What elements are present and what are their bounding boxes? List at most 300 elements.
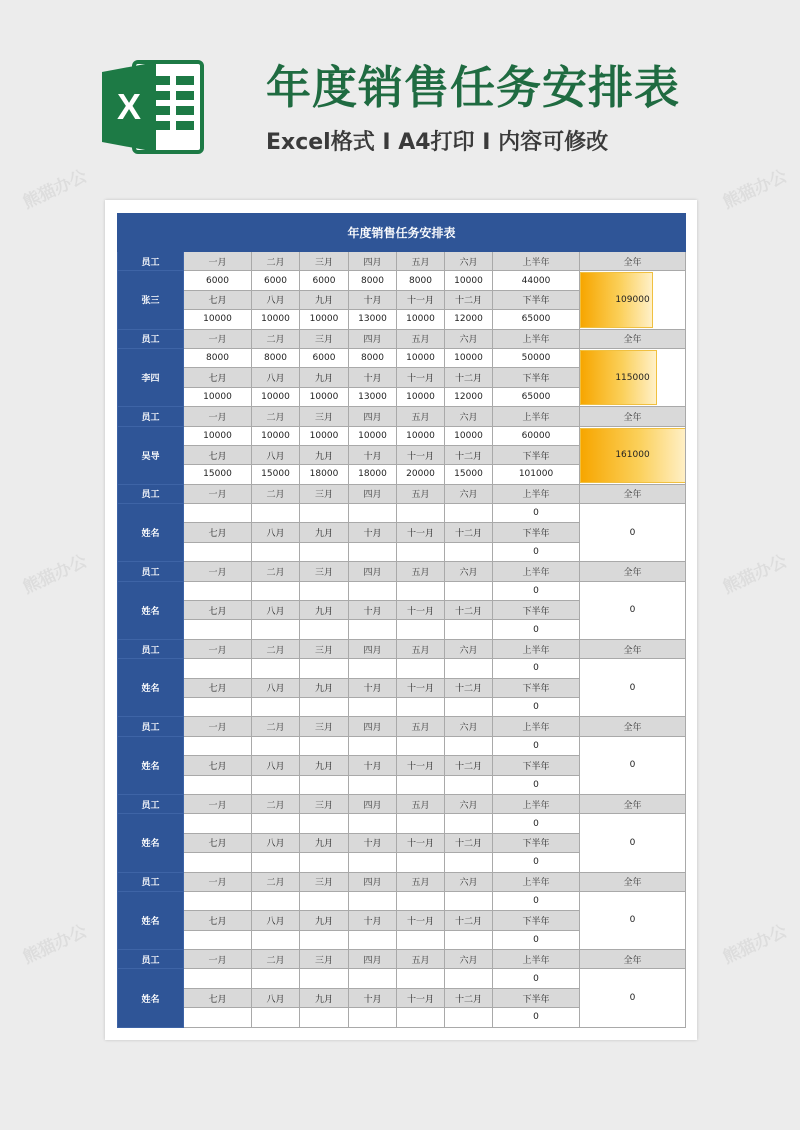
month-header: 一月 xyxy=(184,252,252,271)
value-cell[interactable] xyxy=(300,504,349,523)
month-header: 一月 xyxy=(184,950,252,969)
value-cell[interactable] xyxy=(397,1008,445,1027)
full-year-header: 全年 xyxy=(580,407,686,426)
month-label: 十二月 xyxy=(445,756,493,775)
watermark: 熊猫办公 xyxy=(720,921,791,969)
employee-label: 员工 xyxy=(118,484,184,503)
month-label: 七月 xyxy=(184,678,252,697)
first-half-total-cell[interactable]: 0 xyxy=(493,814,580,833)
month-label: 十一月 xyxy=(397,911,445,930)
value-cell[interactable]: 18000 xyxy=(300,465,349,484)
value-cell[interactable] xyxy=(300,620,349,639)
value-cell[interactable]: 10000 xyxy=(397,426,445,445)
value-cell[interactable] xyxy=(300,1008,349,1027)
second-half-total-cell[interactable]: 0 xyxy=(493,775,580,794)
month-header: 二月 xyxy=(252,717,300,736)
full-year-header: 全年 xyxy=(580,794,686,813)
month-label: 十月 xyxy=(349,368,397,387)
value-cell[interactable]: 10000 xyxy=(252,426,300,445)
first-half-header: 上半年 xyxy=(493,950,580,969)
value-cell[interactable] xyxy=(300,659,349,678)
month-label: 九月 xyxy=(300,523,349,542)
value-cell[interactable] xyxy=(184,504,252,523)
value-cell[interactable]: 6000 xyxy=(300,271,349,290)
value-cell[interactable] xyxy=(184,736,252,755)
second-half-total-cell[interactable]: 65000 xyxy=(493,387,580,406)
month-label: 十二月 xyxy=(445,678,493,697)
first-half-total-cell[interactable]: 0 xyxy=(493,504,580,523)
full-year-header: 全年 xyxy=(580,950,686,969)
value-cell[interactable] xyxy=(349,814,397,833)
value-cell[interactable] xyxy=(252,969,300,988)
value-cell[interactable] xyxy=(252,620,300,639)
month-header: 一月 xyxy=(184,872,252,891)
month-header: 三月 xyxy=(300,562,349,581)
full-year-cell[interactable] xyxy=(580,969,686,1027)
table-row xyxy=(118,581,686,600)
table-row xyxy=(118,814,686,833)
full-year-value: 0 xyxy=(629,760,636,771)
month-label: 八月 xyxy=(252,368,300,387)
full-year-header: 全年 xyxy=(580,639,686,658)
month-header: 四月 xyxy=(349,950,397,969)
value-cell[interactable] xyxy=(349,736,397,755)
second-half-label: 下半年 xyxy=(493,988,580,1007)
value-cell[interactable] xyxy=(445,659,493,678)
value-cell[interactable]: 10000 xyxy=(445,348,493,367)
second-half-label: 下半年 xyxy=(493,756,580,775)
second-half-label: 下半年 xyxy=(493,290,580,309)
value-cell[interactable]: 10000 xyxy=(397,348,445,367)
value-cell[interactable]: 8000 xyxy=(349,348,397,367)
value-cell[interactable] xyxy=(252,853,300,872)
value-cell[interactable] xyxy=(184,542,252,561)
value-cell[interactable] xyxy=(252,736,300,755)
first-half-total-cell[interactable]: 0 xyxy=(493,891,580,910)
value-cell[interactable] xyxy=(349,542,397,561)
table-row xyxy=(118,426,686,445)
value-cell[interactable] xyxy=(252,504,300,523)
employee-name-cell: 姓名 xyxy=(118,736,184,794)
value-cell[interactable] xyxy=(184,620,252,639)
value-cell[interactable] xyxy=(184,581,252,600)
full-year-header: 全年 xyxy=(580,872,686,891)
value-cell[interactable]: 8000 xyxy=(349,271,397,290)
value-cell[interactable] xyxy=(184,891,252,910)
value-cell[interactable] xyxy=(184,814,252,833)
value-cell[interactable] xyxy=(349,853,397,872)
month-label: 十月 xyxy=(349,988,397,1007)
month-header: 四月 xyxy=(349,872,397,891)
value-cell[interactable]: 15000 xyxy=(445,465,493,484)
full-year-value: 161000 xyxy=(615,450,650,461)
employee-label: 员工 xyxy=(118,329,184,348)
table-row xyxy=(118,891,686,910)
value-cell[interactable] xyxy=(445,969,493,988)
value-cell[interactable] xyxy=(445,814,493,833)
value-cell[interactable] xyxy=(397,659,445,678)
month-header-row xyxy=(118,639,686,658)
month-header-row xyxy=(118,717,686,736)
value-cell[interactable]: 12000 xyxy=(445,387,493,406)
value-cell[interactable]: 15000 xyxy=(184,465,252,484)
value-cell[interactable]: 6000 xyxy=(252,271,300,290)
value-cell[interactable] xyxy=(300,775,349,794)
value-cell[interactable] xyxy=(300,853,349,872)
page-title: 年度销售任务安排表 xyxy=(266,61,681,114)
value-cell[interactable] xyxy=(397,542,445,561)
value-cell[interactable] xyxy=(252,891,300,910)
value-cell[interactable] xyxy=(349,620,397,639)
full-year-cell[interactable] xyxy=(580,271,686,329)
first-half-total-cell[interactable]: 0 xyxy=(493,736,580,755)
second-half-label: 下半年 xyxy=(493,601,580,620)
month-header: 一月 xyxy=(184,562,252,581)
month-label: 十二月 xyxy=(445,445,493,464)
value-cell[interactable]: 10000 xyxy=(184,387,252,406)
value-cell[interactable]: 10000 xyxy=(300,426,349,445)
value-cell[interactable] xyxy=(397,814,445,833)
value-cell[interactable] xyxy=(252,814,300,833)
value-cell[interactable] xyxy=(252,659,300,678)
value-cell[interactable] xyxy=(300,969,349,988)
employee-label: 员工 xyxy=(118,872,184,891)
month-header: 二月 xyxy=(252,407,300,426)
table-row xyxy=(118,271,686,290)
month-header: 四月 xyxy=(349,562,397,581)
month-label: 十月 xyxy=(349,523,397,542)
table-row xyxy=(118,504,686,523)
value-cell[interactable] xyxy=(300,697,349,716)
employee-name-cell: 姓名 xyxy=(118,504,184,562)
second-half-total-cell[interactable]: 101000 xyxy=(493,465,580,484)
employee-name-cell: 姓名 xyxy=(118,969,184,1027)
value-cell[interactable] xyxy=(184,775,252,794)
month-label: 十一月 xyxy=(397,368,445,387)
full-year-cell[interactable] xyxy=(580,736,686,794)
value-cell[interactable] xyxy=(445,697,493,716)
value-cell[interactable] xyxy=(252,775,300,794)
value-cell[interactable]: 10000 xyxy=(300,387,349,406)
month-header: 五月 xyxy=(397,484,445,503)
month-label: 九月 xyxy=(300,290,349,309)
second-half-total-cell[interactable]: 0 xyxy=(493,1008,580,1027)
first-half-header: 上半年 xyxy=(493,794,580,813)
month-header: 六月 xyxy=(445,794,493,813)
second-half-total-cell[interactable]: 0 xyxy=(493,697,580,716)
value-cell[interactable] xyxy=(397,775,445,794)
value-cell[interactable] xyxy=(300,581,349,600)
value-cell[interactable]: 8000 xyxy=(397,271,445,290)
month-label: 十二月 xyxy=(445,601,493,620)
month-header: 三月 xyxy=(300,872,349,891)
value-cell[interactable] xyxy=(349,891,397,910)
month-header: 五月 xyxy=(397,407,445,426)
full-year-value: 0 xyxy=(629,605,636,616)
employee-name-cell: 李四 xyxy=(118,348,184,406)
month-label: 九月 xyxy=(300,601,349,620)
value-cell[interactable]: 20000 xyxy=(397,465,445,484)
watermark: 熊猫办公 xyxy=(20,166,91,214)
value-cell[interactable] xyxy=(397,969,445,988)
month-header: 一月 xyxy=(184,717,252,736)
month-header: 六月 xyxy=(445,639,493,658)
month-label: 十月 xyxy=(349,756,397,775)
full-year-value: 115000 xyxy=(615,372,650,383)
month-header: 六月 xyxy=(445,484,493,503)
value-cell[interactable]: 10000 xyxy=(349,426,397,445)
full-year-cell[interactable] xyxy=(580,814,686,872)
employee-label: 员工 xyxy=(118,407,184,426)
month-header: 六月 xyxy=(445,950,493,969)
full-year-header: 全年 xyxy=(580,562,686,581)
value-cell[interactable] xyxy=(300,891,349,910)
value-cell[interactable] xyxy=(184,1008,252,1027)
value-cell[interactable] xyxy=(252,542,300,561)
first-half-total-cell[interactable]: 60000 xyxy=(493,426,580,445)
first-half-header: 上半年 xyxy=(493,562,580,581)
value-cell[interactable] xyxy=(252,697,300,716)
month-label: 十二月 xyxy=(445,988,493,1007)
value-cell[interactable]: 12000 xyxy=(445,310,493,329)
month-label: 八月 xyxy=(252,988,300,1007)
month-label: 七月 xyxy=(184,833,252,852)
value-cell[interactable]: 15000 xyxy=(252,465,300,484)
month-label: 七月 xyxy=(184,523,252,542)
month-label: 八月 xyxy=(252,523,300,542)
value-cell[interactable] xyxy=(300,736,349,755)
value-cell[interactable] xyxy=(397,581,445,600)
month-header: 二月 xyxy=(252,950,300,969)
month-label: 十二月 xyxy=(445,368,493,387)
value-cell[interactable] xyxy=(445,736,493,755)
full-year-cell[interactable] xyxy=(580,426,686,484)
value-cell[interactable]: 8000 xyxy=(252,348,300,367)
first-half-total-cell[interactable]: 50000 xyxy=(493,348,580,367)
sales-task-table xyxy=(117,213,686,1028)
month-label: 十一月 xyxy=(397,833,445,852)
month-header: 二月 xyxy=(252,872,300,891)
value-cell[interactable]: 10000 xyxy=(300,310,349,329)
month-header: 二月 xyxy=(252,484,300,503)
month-header: 四月 xyxy=(349,717,397,736)
month-label: 十月 xyxy=(349,290,397,309)
value-cell[interactable] xyxy=(349,969,397,988)
value-cell[interactable] xyxy=(397,504,445,523)
value-cell[interactable] xyxy=(397,853,445,872)
full-year-cell[interactable] xyxy=(580,659,686,717)
full-year-header: 全年 xyxy=(580,717,686,736)
month-label: 十一月 xyxy=(397,678,445,697)
month-header: 五月 xyxy=(397,872,445,891)
value-cell[interactable] xyxy=(252,581,300,600)
month-header: 一月 xyxy=(184,407,252,426)
month-header: 四月 xyxy=(349,484,397,503)
value-cell[interactable] xyxy=(349,581,397,600)
month-header: 三月 xyxy=(300,329,349,348)
watermark: 熊猫办公 xyxy=(20,921,91,969)
month-label: 八月 xyxy=(252,756,300,775)
value-cell[interactable] xyxy=(349,775,397,794)
value-cell[interactable] xyxy=(445,853,493,872)
value-cell[interactable] xyxy=(349,504,397,523)
value-cell[interactable] xyxy=(184,659,252,678)
value-cell[interactable]: 13000 xyxy=(349,387,397,406)
full-year-header: 全年 xyxy=(580,252,686,271)
employee-name-cell: 姓名 xyxy=(118,659,184,717)
value-cell[interactable] xyxy=(445,581,493,600)
first-half-total-cell[interactable]: 0 xyxy=(493,969,580,988)
month-label: 八月 xyxy=(252,678,300,697)
first-half-total-cell[interactable]: 44000 xyxy=(493,271,580,290)
employee-name-cell: 吴导 xyxy=(118,426,184,484)
value-cell[interactable]: 13000 xyxy=(349,310,397,329)
full-year-value: 0 xyxy=(629,915,636,926)
value-cell[interactable] xyxy=(445,504,493,523)
month-header: 五月 xyxy=(397,329,445,348)
full-year-cell[interactable] xyxy=(580,891,686,949)
value-cell[interactable]: 10000 xyxy=(252,310,300,329)
month-header: 一月 xyxy=(184,329,252,348)
value-cell[interactable] xyxy=(300,542,349,561)
second-half-total-cell[interactable]: 0 xyxy=(493,930,580,949)
value-cell[interactable] xyxy=(300,930,349,949)
month-label: 九月 xyxy=(300,833,349,852)
value-cell[interactable] xyxy=(397,930,445,949)
month-header: 五月 xyxy=(397,717,445,736)
month-label: 七月 xyxy=(184,911,252,930)
full-year-cell[interactable] xyxy=(580,348,686,406)
value-cell[interactable]: 10000 xyxy=(397,310,445,329)
value-cell[interactable] xyxy=(445,891,493,910)
value-cell[interactable]: 8000 xyxy=(184,348,252,367)
value-cell[interactable] xyxy=(445,1008,493,1027)
full-year-cell[interactable] xyxy=(580,581,686,639)
month-header: 五月 xyxy=(397,794,445,813)
watermark: 熊猫办公 xyxy=(720,166,791,214)
value-cell[interactable]: 6000 xyxy=(300,348,349,367)
value-cell[interactable] xyxy=(349,697,397,716)
month-label: 十月 xyxy=(349,833,397,852)
month-label: 十二月 xyxy=(445,523,493,542)
value-cell[interactable]: 6000 xyxy=(184,271,252,290)
full-year-cell[interactable] xyxy=(580,504,686,562)
second-half-label: 下半年 xyxy=(493,833,580,852)
second-half-label: 下半年 xyxy=(493,445,580,464)
value-cell[interactable]: 10000 xyxy=(445,426,493,445)
month-label: 十二月 xyxy=(445,911,493,930)
second-half-total-cell[interactable]: 0 xyxy=(493,542,580,561)
month-label: 十二月 xyxy=(445,833,493,852)
table-row xyxy=(118,659,686,678)
month-header: 四月 xyxy=(349,407,397,426)
table-row xyxy=(118,348,686,367)
month-header: 六月 xyxy=(445,252,493,271)
first-half-header: 上半年 xyxy=(493,484,580,503)
month-header: 五月 xyxy=(397,639,445,658)
month-header: 四月 xyxy=(349,639,397,658)
value-cell[interactable] xyxy=(397,891,445,910)
value-cell[interactable] xyxy=(397,697,445,716)
value-cell[interactable] xyxy=(397,620,445,639)
month-header: 三月 xyxy=(300,794,349,813)
value-cell[interactable]: 10000 xyxy=(397,387,445,406)
value-cell[interactable] xyxy=(184,697,252,716)
month-header: 三月 xyxy=(300,717,349,736)
month-header-row xyxy=(118,329,686,348)
month-label: 十二月 xyxy=(445,290,493,309)
value-cell[interactable] xyxy=(445,542,493,561)
first-half-header: 上半年 xyxy=(493,329,580,348)
month-label: 九月 xyxy=(300,756,349,775)
full-year-value: 0 xyxy=(629,527,636,538)
value-cell[interactable] xyxy=(252,1008,300,1027)
month-header: 四月 xyxy=(349,794,397,813)
value-cell[interactable] xyxy=(184,853,252,872)
month-label: 十一月 xyxy=(397,290,445,309)
first-half-total-cell[interactable]: 0 xyxy=(493,581,580,600)
value-cell[interactable] xyxy=(445,775,493,794)
watermark: 熊猫办公 xyxy=(20,551,91,599)
month-header-row xyxy=(118,872,686,891)
value-cell[interactable]: 10000 xyxy=(445,271,493,290)
month-header-row xyxy=(118,794,686,813)
full-year-header: 全年 xyxy=(580,329,686,348)
value-cell[interactable] xyxy=(184,969,252,988)
first-half-total-cell[interactable]: 0 xyxy=(493,659,580,678)
value-cell[interactable] xyxy=(300,814,349,833)
first-half-header: 上半年 xyxy=(493,872,580,891)
month-header: 六月 xyxy=(445,872,493,891)
first-half-header: 上半年 xyxy=(493,639,580,658)
employee-label: 员工 xyxy=(118,794,184,813)
month-header: 六月 xyxy=(445,407,493,426)
month-header-row xyxy=(118,950,686,969)
month-header: 六月 xyxy=(445,329,493,348)
value-cell[interactable] xyxy=(445,930,493,949)
value-cell[interactable] xyxy=(397,736,445,755)
full-year-value: 0 xyxy=(629,837,636,848)
employee-name-cell: 姓名 xyxy=(118,891,184,949)
value-cell[interactable]: 10000 xyxy=(184,426,252,445)
first-half-header: 上半年 xyxy=(493,717,580,736)
excel-logo-icon xyxy=(100,58,204,156)
month-label: 七月 xyxy=(184,756,252,775)
month-header: 一月 xyxy=(184,794,252,813)
month-label: 十月 xyxy=(349,445,397,464)
value-cell[interactable]: 18000 xyxy=(349,465,397,484)
value-cell[interactable] xyxy=(349,1008,397,1027)
value-cell[interactable] xyxy=(252,930,300,949)
month-label: 十一月 xyxy=(397,756,445,775)
employee-name-cell: 姓名 xyxy=(118,814,184,872)
month-header: 二月 xyxy=(252,329,300,348)
second-half-total-cell[interactable]: 0 xyxy=(493,853,580,872)
month-label: 八月 xyxy=(252,445,300,464)
value-cell[interactable] xyxy=(349,930,397,949)
value-cell[interactable] xyxy=(184,930,252,949)
value-cell[interactable] xyxy=(445,620,493,639)
value-cell[interactable] xyxy=(349,659,397,678)
month-header: 五月 xyxy=(397,252,445,271)
second-half-total-cell[interactable]: 0 xyxy=(493,620,580,639)
page-subtitle: Excel格式 I A4打印 I 内容可修改 xyxy=(266,130,609,155)
second-half-total-cell[interactable]: 65000 xyxy=(493,310,580,329)
value-cell[interactable]: 10000 xyxy=(184,310,252,329)
month-label: 八月 xyxy=(252,601,300,620)
month-label: 七月 xyxy=(184,988,252,1007)
value-cell[interactable]: 10000 xyxy=(252,387,300,406)
